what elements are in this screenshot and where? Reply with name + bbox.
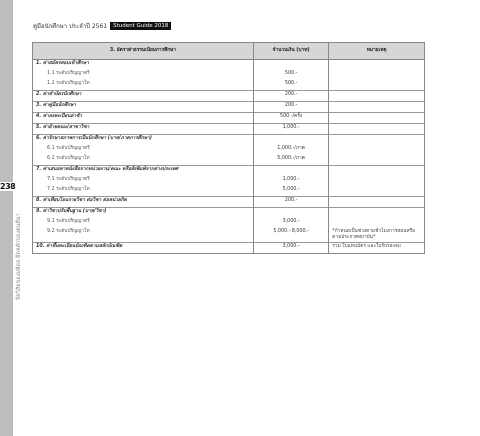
- fee-amount: 200.-: [253, 102, 328, 113]
- fee-item-label: 6.1 ระดับปริญญาตรี: [33, 145, 254, 155]
- fee-amount: 1,000.-: [253, 124, 328, 135]
- fee-amount: 5,000.- 8,000.-: [253, 228, 328, 243]
- fee-item-label: 9. ค่าวิชาปรับพื้นฐาน (บาท/วิชา): [33, 208, 254, 219]
- fee-item-label: 2. ค่าทำบัตรนักศึกษา: [33, 91, 254, 102]
- fee-item-label: 7. ค่าเสนอหาหนังสือจากหน่วยงาน/คณะ หรือสั่งพิมพ์จากต่างประเทศ: [33, 166, 254, 177]
- table-row: [33, 145, 425, 155]
- fee-amount: [253, 60, 328, 71]
- fee-amount: 1,000.-/ภาค: [253, 145, 328, 155]
- table-row: [33, 80, 425, 91]
- table-row: [33, 102, 425, 113]
- table-row: [33, 208, 425, 219]
- fee-amount: 200.-: [253, 197, 328, 208]
- fee-note: [329, 124, 425, 135]
- fee-amount: [253, 208, 328, 219]
- table-row: [33, 124, 425, 135]
- fee-note: [329, 80, 425, 91]
- table-row: [33, 91, 425, 102]
- fee-item-label: 9.2 ระดับปริญญาโท: [33, 228, 254, 243]
- fee-note: [329, 113, 425, 124]
- table-row: [33, 135, 425, 146]
- fee-amount: 500.-: [253, 70, 328, 80]
- table-row: [33, 186, 425, 197]
- table-row: [33, 243, 425, 254]
- fee-note: [329, 155, 425, 166]
- fee-item-label: 10. ค่าขึ้นทะเบียนบัณฑิตตามหลักบัณฑิต: [33, 243, 254, 254]
- fee-note: [329, 145, 425, 155]
- fee-note: *กำหนดเป็นช่วงตามชั่วโมงการสอนหรือตามประกาศสถาบัน*: [329, 228, 425, 243]
- fee-amount: 5,000.-/ภาค: [253, 155, 328, 166]
- fee-item-label: 1. ค่าสมัครสอบเข้าศึกษา: [33, 60, 254, 71]
- side-caption: จิตวิสัยของมหิดล ยึดหลักของคนดีมา: [16, 213, 22, 300]
- fee-amount: 500.-: [253, 80, 328, 91]
- column-header-note: หมายเหตุ: [329, 43, 425, 60]
- fee-amount: [253, 166, 328, 177]
- column-header-amount: จำนวนเงิน (บาท): [253, 43, 328, 60]
- fee-note: [329, 102, 425, 113]
- fee-amount: 1,000.-: [253, 176, 328, 186]
- page-header: [33, 21, 171, 31]
- fee-table-body: [33, 60, 425, 254]
- fee-note: [329, 208, 425, 219]
- fee-item-label: 8. ค่าเทียบโอนรายวิชา ต่อวิชา ต่อหน่วยกิต: [33, 197, 254, 208]
- fee-amount: 200.-: [253, 91, 328, 102]
- column-header-item: 3. อัตราค่าธรรมเนียมการศึกษา: [33, 43, 254, 60]
- table-row: [33, 197, 425, 208]
- fee-note: [329, 166, 425, 177]
- header-badge: Student Guide 2018: [110, 22, 171, 30]
- table-row: [33, 218, 425, 228]
- fee-note: [329, 135, 425, 146]
- fee-note: [329, 197, 425, 208]
- fee-item-label: 7.2 ระดับปริญญาโท: [33, 186, 254, 197]
- table-row: [33, 176, 425, 186]
- fee-item-label: 1.1 ระดับปริญญาตรี: [33, 70, 254, 80]
- fee-amount: 3,000.-: [253, 218, 328, 228]
- table-row: [33, 155, 425, 166]
- fee-amount: 5,000.-: [253, 186, 328, 197]
- fee-note: รวม ใบแทนบัตร และใบรับรองจบ: [329, 243, 425, 254]
- fee-note: [329, 91, 425, 102]
- fee-item-label: 3. ค่าคู่มือนักศึกษา: [33, 102, 254, 113]
- fee-item-label: 1.2 ระดับปริญญาโท: [33, 80, 254, 91]
- fee-note: [329, 176, 425, 186]
- table-row: [33, 70, 425, 80]
- fee-item-label: 7.1 ระดับปริญญาตรี: [33, 176, 254, 186]
- side-strip: [0, 0, 16, 436]
- fee-note: [329, 186, 425, 197]
- fee-amount: 3,000.-: [253, 243, 328, 254]
- fee-item-label: 6.2 ระดับปริญญาโท: [33, 155, 254, 166]
- table-header-row: [33, 43, 425, 60]
- fee-amount: 500.-/ครั้ง: [253, 113, 328, 124]
- fee-note: [329, 70, 425, 80]
- table-row: [33, 113, 425, 124]
- fee-amount: [253, 135, 328, 146]
- fee-note: [329, 60, 425, 71]
- fee-item-label: 6. ค่ารักษาสภาพการเป็นนักศึกษา (บาท/ภาคการศึกษา): [33, 135, 254, 146]
- fee-item-label: 5. ค่าย้ายคณะ/สาขาวิชา: [33, 124, 254, 135]
- table-row: [33, 166, 425, 177]
- header-title: คู่มือนักศึกษา ประจำปี 2561: [33, 23, 108, 30]
- fee-item-label: 9.1 ระดับปริญญาตรี: [33, 218, 254, 228]
- fee-item-label: 4. ค่าลงทะเบียนล่าช้า: [33, 113, 254, 124]
- table-row: [33, 60, 425, 71]
- page-number: 238: [0, 182, 16, 191]
- fee-table: [32, 42, 425, 254]
- table-row: [33, 228, 425, 243]
- fee-note: [329, 218, 425, 228]
